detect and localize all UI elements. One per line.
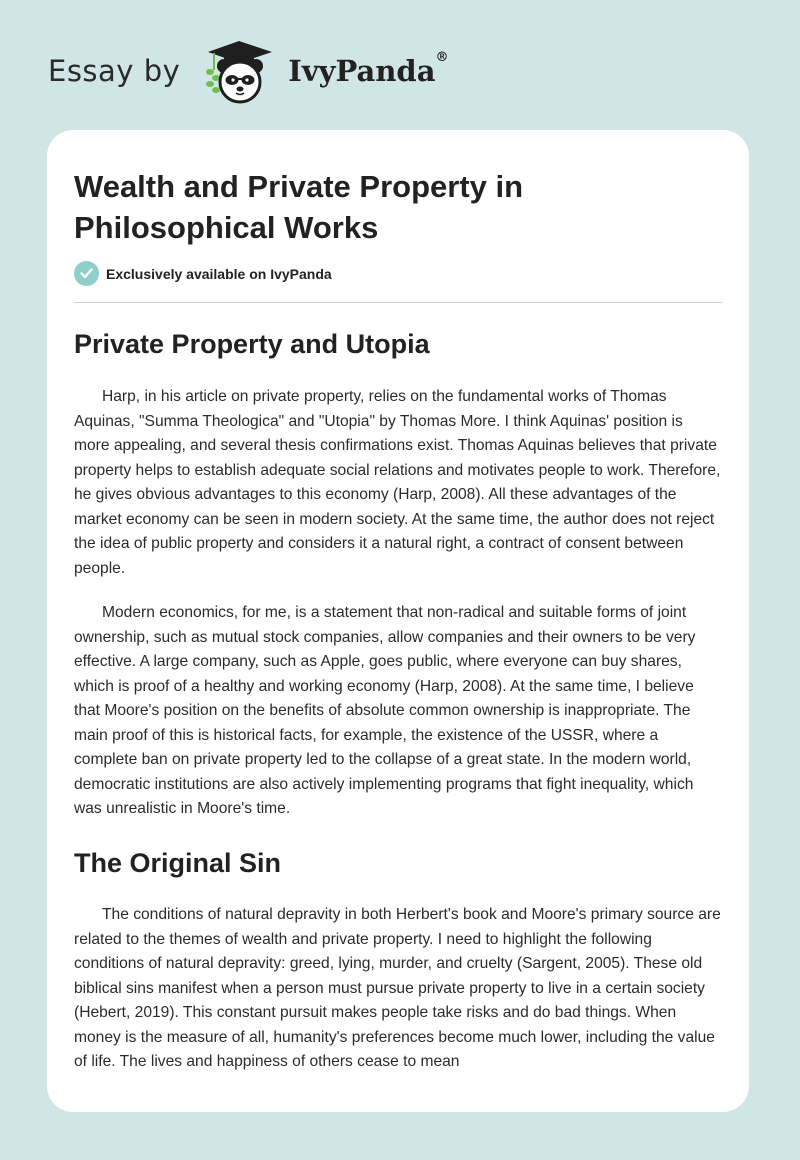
exclusive-label: Exclusively available on IvyPanda xyxy=(106,265,332,282)
exclusive-badge xyxy=(74,261,332,286)
panda-logo-icon[interactable] xyxy=(194,36,284,106)
brand-text: IvyPanda xyxy=(288,54,436,88)
section-heading: Private Property and Utopia xyxy=(74,329,430,359)
registered-mark: ® xyxy=(435,50,449,65)
brand-name[interactable] xyxy=(288,50,449,88)
section-heading: The Original Sin xyxy=(74,848,282,878)
essay-by-label: Essay by xyxy=(48,54,181,88)
check-circle-icon xyxy=(74,261,99,286)
paragraph: Modern economics, for me, is a statement that non-radical and suitable forms of joint ownership, such as mutual stock companies, allow companies and their owners to be very effective. A large company, such as Apple, goes public, where everyone can buy shares, which is proof of a healthy and working economy (Harp, 2008). At the same time, I believe that Moore's position on the benefits of absolute common ownership is inappropriate. The main proof of this is historical facts, for example, the existence of the USSR, where a complete ban on private property led to the collapse of a great state. In the modern world, democratic institutions are also actively implementing programs that fight inequality, which was unrealistic in Moore's time. xyxy=(74,604,696,817)
paragraph: Harp, in his article on private property, relies on the fundamental works of Thomas Aquinas, "Summa Theologica" and "Utopia" by Thomas More. I think Aquinas' position is more appealing, and several thesis confirmations exist. Thomas Aquinas believes that private property helps to establish adequate social relations and motivates people to work. Therefore, he gives obvious advantages to this economy (Harp, 2008). All these advantages of the market economy can be seen in modern society. At the same time, the author does not reject the idea of public property and considers it a natural right, a contract of consent between people. xyxy=(74,388,721,577)
title-divider xyxy=(74,302,722,303)
essay-card xyxy=(47,130,749,1112)
site-header xyxy=(48,36,449,106)
essay-title: Wealth and Private Property in Philosophical Works xyxy=(74,169,524,245)
paragraph: The conditions of natural depravity in both Herbert's book and Moore's primary source are related to the themes of wealth and private property. I need to highlight the following conditions of natural depravity: greed, lying, murder, and cruelty (Sargent, 2005). These old biblical sins manifest when a person must pursue private property to live in a certain society (Hebert, 2019). This constant pursuit makes people take risks and do bad things. When money is the measure of all, humanity's preferences become much lower, including the value of life. The lives and happiness of others cease to mean xyxy=(74,906,721,1070)
